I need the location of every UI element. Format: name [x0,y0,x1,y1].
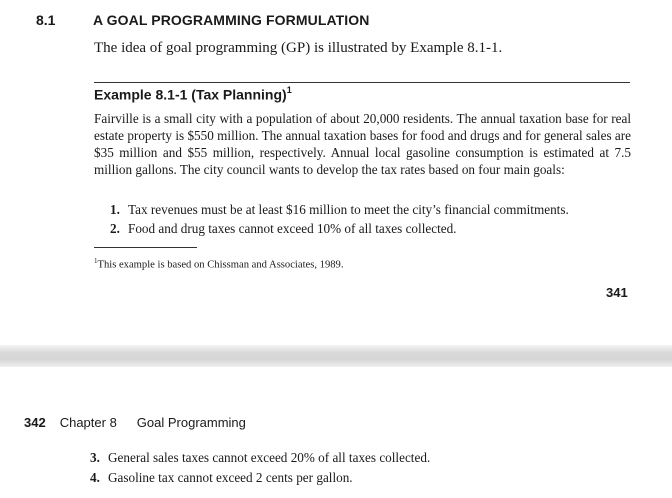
goal-text: Food and drug taxes cannot exceed 10% of all taxes collected. [128,221,457,236]
page-separator [0,345,672,367]
example-heading-text: Example 8.1-1 (Tax Planning) [94,86,287,103]
goal-number: 3. [90,450,100,465]
list-item [110,200,569,219]
footnote [94,257,343,271]
goal-number: 4. [90,470,100,485]
footnote-rule [94,247,197,248]
intro-text: The idea of goal programming (GP) is illustrated by Example 8.1-1. [94,40,503,56]
goal-text: General sales taxes cannot exceed 20% of all taxes collected. [108,450,431,465]
chapter-title: Goal Programming [136,415,246,430]
page-number: 342 [24,415,46,430]
chapter-label: Chapter 8 [59,415,117,430]
example-heading [94,86,292,103]
page-number: 341 [606,285,628,300]
list-item [90,448,430,468]
goal-number: 2. [110,221,120,236]
list-item [110,219,569,238]
list-item [90,468,430,488]
goal-text: Tax revenues must be at least $16 million to meet the city’s financial commitments. [128,202,569,217]
footnote-mark: 1 [94,257,98,265]
footnote-text: This example is based on Chissman and Associates, 1989. [97,259,344,271]
section-title: A GOAL PROGRAMMING FORMULATION [93,12,370,28]
example-paragraph: Fairville is a small city with a population of about 20,000 residents. The annual taxation base for real estate property is $550 million. The annual taxation bases for food and drugs and for general sales are $35 million and $55 million, respectively. Annual local gasoline consumption is estimated at 7.5 million gallons. The city council wants to develop the tax rates based on four main goals: [94,111,631,177]
goal-number: 1. [110,202,120,217]
section-number: 8.1 [36,12,56,28]
page-342 [0,367,672,498]
example-footnote-mark: 1 [286,85,292,95]
example-top-rule [94,82,630,83]
goal-list [90,448,430,488]
running-header [24,415,246,430]
goal-text: Gasoline tax cannot exceed 2 cents per gallon. [108,470,353,485]
goal-list [110,200,569,238]
